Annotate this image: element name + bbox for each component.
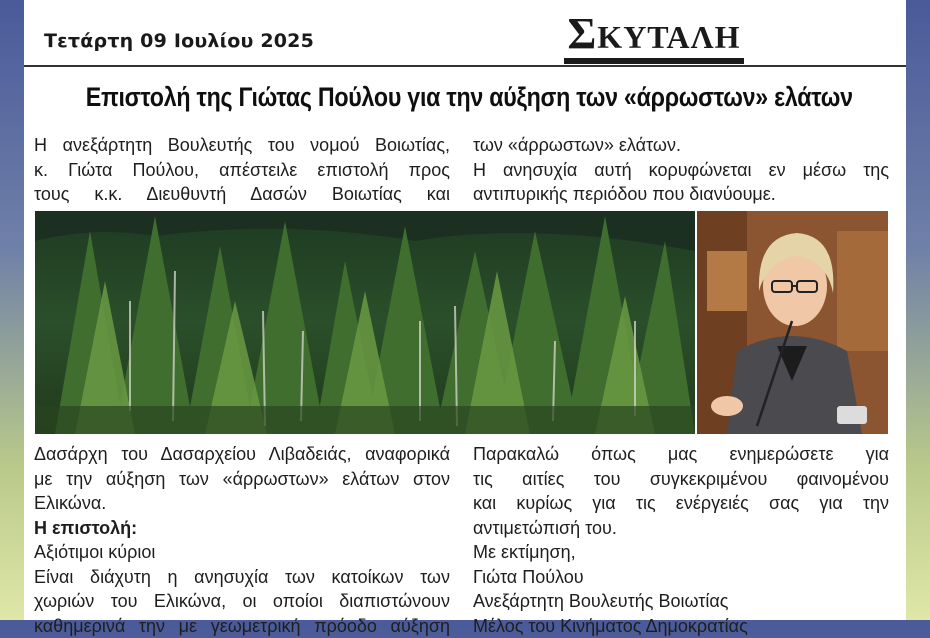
text-line: Η ανησυχία αυτή κορυφώνεται εν μέσω της (473, 158, 889, 183)
text-line: με την αύξηση των «άρρωστων» ελάτων στον (34, 467, 450, 492)
text-line: των «άρρωστων» ελάτων. (473, 133, 889, 158)
text-line: Παρακαλώ όπως μας ενημερώσετε για (473, 442, 889, 467)
portrait-image (697, 211, 888, 434)
article-photo (35, 211, 888, 434)
column-left-top (34, 133, 450, 207)
article-headline: Επιστολή της Γιώτας Πούλου για την αύξηση των «άρρωστων» ελάτων (86, 82, 845, 113)
text-line: τις αιτίες του συγκεκριμένου φαινομένου (473, 467, 889, 492)
text-line: χωριών του Ελικώνα, οι οποίοι διαπιστώνουν (34, 589, 450, 614)
text-line: καθημερινά την με γεωμετρική πρόοδο αύξηση (34, 614, 450, 638)
text-line: Δασάρχη του Δασαρχείου Λιβαδειάς, αναφορικά (34, 442, 450, 467)
masthead-rest: ΚΥΤΑΛΗ (597, 19, 740, 55)
header-divider (24, 65, 906, 67)
text-line: Ελικώνα. (34, 491, 450, 516)
forest-image (35, 211, 695, 434)
masthead-underline (564, 58, 744, 64)
text-line: τους κ.κ. Διευθυντή Δασών Βοιωτίας και (34, 182, 450, 207)
masthead-first-letter: Σ (568, 9, 598, 58)
signature-title: Ανεξάρτητη Βουλευτής Βοιωτίας (473, 589, 889, 614)
text-line: αντιμετώπισή του. (473, 516, 889, 541)
text-line: αντιπυρικής περιόδου που διανύουμε. (473, 182, 889, 207)
text-line: και κυρίως για τις ενέργειές σας για την (473, 491, 889, 516)
signature-affiliation: Μέλος του Κινήματος Δημοκρατίας (473, 614, 889, 638)
signature-name: Γιώτα Πούλου (473, 565, 889, 590)
column-right-top (473, 133, 889, 207)
issue-date: Τετάρτη 09 Ιουλίου 2025 (44, 30, 314, 52)
masthead-logo (564, 12, 744, 64)
text-line: Είναι διάχυτη η ανησυχία των κατοίκων των (34, 565, 450, 590)
letter-heading: Η επιστολή: (34, 516, 450, 541)
newspaper-page (24, 0, 906, 620)
column-left-bottom (34, 442, 450, 638)
text-line: Η ανεξάρτητη Βουλευτής του νομού Βοιωτίας, (34, 133, 450, 158)
text-line: Αξιότιμοι κύριοι (34, 540, 450, 565)
signoff-line: Με εκτίμηση, (473, 540, 889, 565)
column-right-bottom (473, 442, 889, 638)
text-line: κ. Γιώτα Πούλου, απέστειλε επιστολή προς (34, 158, 450, 183)
